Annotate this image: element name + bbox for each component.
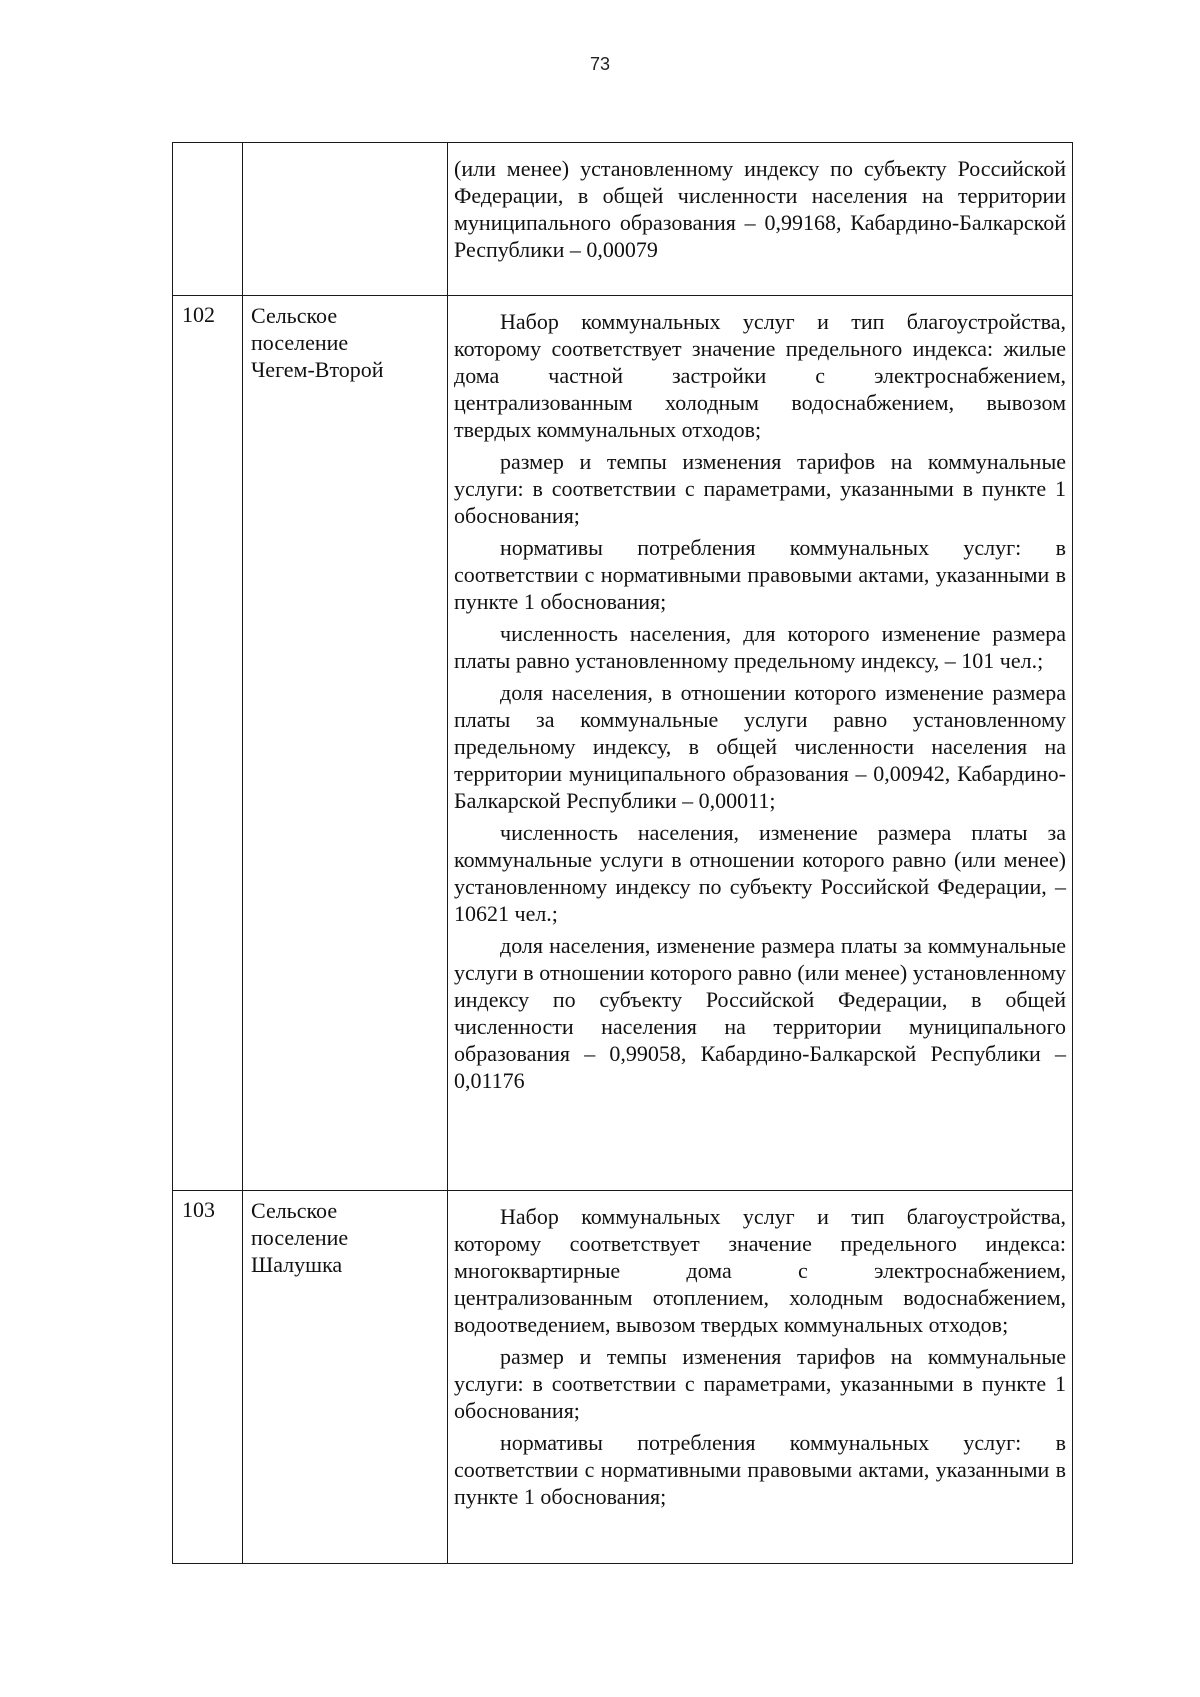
- settlement-name-line: Шалушка: [251, 1252, 343, 1277]
- page-number: 73: [589, 54, 611, 74]
- settlement-name-line: поселение: [251, 330, 349, 355]
- document-table: [172, 142, 1073, 1564]
- table-row: [173, 1191, 1073, 1564]
- description-paragraph: численность населения, для которого изменение размера платы равно установленному предельному индексу, – 101 чел.;: [454, 621, 1066, 673]
- description-cell: [448, 1191, 1073, 1564]
- settlement-name-cell: [243, 296, 448, 1191]
- settlement-name-line: Чегем-Второй: [251, 357, 384, 382]
- settlement-name-cell: [243, 1191, 448, 1564]
- description-paragraph: (или менее) установленному индексу по субъекту Российской Федерации, в общей численности населения на территории муниципального образования – 0,99168, Кабардино-Балкарской Республики – 0,00079: [454, 156, 1066, 262]
- settlement-name-line: Сельское: [251, 303, 338, 328]
- table-row: [173, 296, 1073, 1191]
- description-paragraph: нормативы потребления коммунальных услуг: в соответствии с нормативными правовыми актами, указанными в пункте 1 обоснования;: [454, 1430, 1066, 1509]
- description-paragraph: размер и темпы изменения тарифов на коммунальные услуги: в соответствии с параметрами, указанными в пункте 1 обоснования;: [454, 449, 1066, 528]
- row-number-cell: 103: [173, 1191, 243, 1564]
- row-number-cell: 102: [173, 296, 243, 1191]
- description-paragraph: доля населения, в отношении которого изменение размера платы за коммунальные услуги равно установленному предельному индексу, в общей численности населения на территории муниципального образования – 0,00942, Кабардино-Балкарской Республики – 0,00011;: [454, 680, 1066, 813]
- description-paragraph: размер и темпы изменения тарифов на коммунальные услуги: в соответствии с параметрами, указанными в пункте 1 обоснования;: [454, 1344, 1066, 1423]
- settlement-name-cell: [243, 143, 448, 296]
- settlement-name-line: поселение: [251, 1225, 349, 1250]
- settlement-name-line: Сельское: [251, 1198, 338, 1223]
- description-paragraph: численность населения, изменение размера платы за коммунальные услуги в отношении которого равно (или менее) установленному индексу по субъекту Российской Федерации, – 10621 чел.;: [454, 820, 1066, 926]
- description-cell: [448, 143, 1073, 296]
- description-paragraph: Набор коммунальных услуг и тип благоустройства, которому соответствует значение предельного индекса: жилые дома частной застройки с электроснабжением, централизованным холодным водоснабжением, вывозом твердых коммунальных отходов;: [454, 309, 1066, 442]
- description-paragraph: доля населения, изменение размера платы за коммунальные услуги в отношении которого равно (или менее) установленному индексу по субъекту Российской Федерации, в общей численности населения на территории муниципального образования – 0,99058, Кабардино-Балкарской Республики – 0,01176: [454, 933, 1066, 1093]
- description-paragraph: нормативы потребления коммунальных услуг: в соответствии с нормативными правовыми актами, указанными в пункте 1 обоснования;: [454, 535, 1066, 614]
- table-row: [173, 143, 1073, 296]
- description-cell: [448, 296, 1073, 1191]
- description-paragraph: Набор коммунальных услуг и тип благоустройства, которому соответствует значение предельного индекса: многоквартирные дома с электроснабжением, централизованным отоплением, холодным водоснабжением, водоотведением, вывозом твердых коммунальных отходов;: [454, 1204, 1066, 1337]
- row-number-cell: [173, 143, 243, 296]
